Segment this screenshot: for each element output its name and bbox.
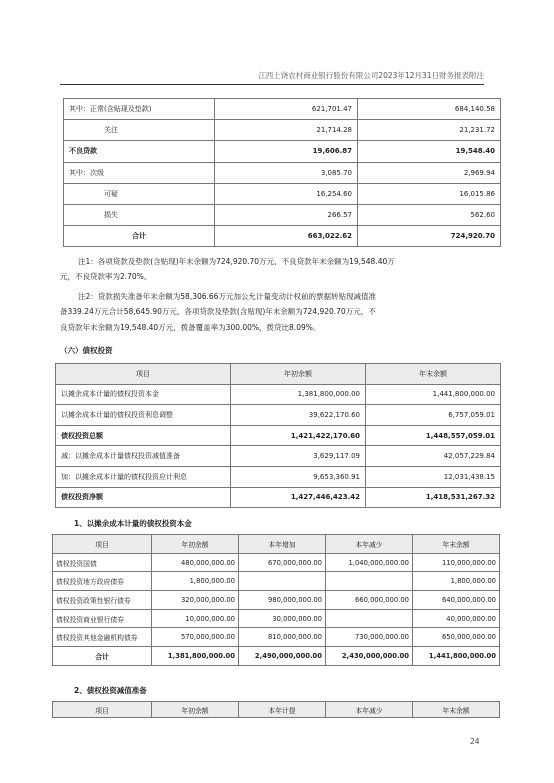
table-header-row [56,364,501,385]
value-end: 562.60 [358,204,501,225]
row-label: 其中：正常(含贴现及垫款) [64,99,215,120]
value-increase [239,572,326,591]
section-title-impairment: 2、债权投资减值准备 [74,686,147,695]
column-header: 本年减少 [326,535,413,554]
column-header: 年末余额 [413,702,500,718]
row-label: 合计 [53,647,152,666]
table-row [53,628,500,647]
loan-classification-table [63,98,501,247]
principal-table [52,534,500,666]
column-header: 年末余额 [366,364,501,385]
table-row [56,446,501,467]
value-decrease: 660,000,000.00 [326,591,413,610]
note-2-line-1: 注2：贷款损失准备年末余额为58,306.66万元加公允计量变动计权前的票据转贴现减值准 [78,292,376,301]
table-row [53,609,500,628]
value-increase: 670,000,000.00 [239,553,326,572]
value-end: 1,441,800,000.00 [366,384,501,405]
value-decrease: 1,040,000,000.00 [326,553,413,572]
value-decrease: 730,000,000.00 [326,628,413,647]
value-increase: 30,000,000.00 [239,609,326,628]
row-label: 债权投资国债 [53,553,152,572]
value-decrease [326,572,413,591]
row-label: 加：以摊余成本计量的债权投资应计利息 [56,466,231,487]
table-row [53,591,500,610]
row-label: 损失 [64,204,215,225]
table-row [64,183,501,204]
value-end: 110,000,000.00 [413,553,500,572]
row-label: 可疑 [64,183,215,204]
value-end: 42,057,229.84 [366,446,501,467]
value-end: 640,000,000.00 [413,591,500,610]
value-begin: 9,653,360.91 [231,466,366,487]
row-label: 债权投资政策性银行债券 [53,591,152,610]
value-decrease: 2,430,000,000.00 [326,647,413,666]
page-header: 江西上饶农村商业银行股份有限公司2023年12月31日财务报表附注 [258,71,484,80]
row-label: 减：以摊余成本计量债权投资减值准备 [56,446,231,467]
column-header: 年初余额 [152,535,239,554]
value-increase: 810,000,000.00 [239,628,326,647]
table-row [53,553,500,572]
value-end: 16,015.86 [358,183,501,204]
value-begin: 19,606.87 [215,141,358,162]
value-begin: 320,000,000.00 [152,591,239,610]
header-rule [60,84,484,85]
value-end: 12,031,438.15 [366,466,501,487]
value-begin: 3,085.70 [215,162,358,183]
value-increase: 2,490,000,000.00 [239,647,326,666]
column-header: 项目 [53,535,152,554]
column-header: 本年增加 [239,535,326,554]
value-end: 1,418,531,267.32 [366,487,501,508]
value-begin: 266.57 [215,204,358,225]
value-begin: 1,421,422,170.60 [231,425,366,446]
value-end: 684,140.58 [358,99,501,120]
table-row [64,99,501,120]
value-end: 40,000,000.00 [413,609,500,628]
page-number: 24 [470,737,480,746]
table-row [56,466,501,487]
row-label: 以摊余成本计量的债权投资本金 [56,384,231,405]
row-label: 债权投资净额 [56,487,231,508]
value-begin: 1,381,800,000.00 [231,384,366,405]
value-end: 1,441,800,000.00 [413,647,500,666]
value-begin: 480,000,000.00 [152,553,239,572]
table-row [56,405,501,426]
value-end: 1,448,557,059.01 [366,425,501,446]
row-label: 债权投资总额 [56,425,231,446]
value-end: 724,920.70 [358,226,501,247]
value-begin: 1,381,800,000.00 [152,647,239,666]
table-total-row [64,226,501,247]
value-begin: 3,629,117.09 [231,446,366,467]
table-header-row [53,702,500,718]
value-begin: 621,701.47 [215,99,358,120]
value-end: 650,000,000.00 [413,628,500,647]
row-label: 关注 [64,120,215,141]
table-row [56,425,501,446]
table-total-row [56,487,501,508]
note-1-line-2: 元，不良贷款率为2.70%。 [60,272,152,281]
column-header: 年末余额 [413,535,500,554]
value-begin: 1,800,000.00 [152,572,239,591]
value-begin: 1,427,446,423.42 [231,487,366,508]
column-header: 本年计提 [239,702,326,718]
column-header: 年初余额 [152,702,239,718]
section-title-principal: 1、以摊余成本计量的债权投资本金 [74,519,192,528]
row-label: 以摊余成本计量的债权投资利息调整 [56,405,231,426]
column-header: 年初余额 [231,364,366,385]
value-end: 6,757,059.01 [366,405,501,426]
table-row [64,204,501,225]
value-begin: 39,622,170.60 [231,405,366,426]
table-row [56,384,501,405]
table-row [64,120,501,141]
value-begin: 663,022.62 [215,226,358,247]
table-header-row [53,535,500,554]
row-label: 合计 [64,226,215,247]
note-2-line-2: 备339.24万元合计58,645.90万元，各项贷款及垫款(含贴现)年末余额为724,920.70万元，不 [60,307,376,316]
row-label: 债权投资商业银行债券 [53,609,152,628]
table-row [53,572,500,591]
value-begin: 16,254.60 [215,183,358,204]
value-end: 19,548.40 [358,141,501,162]
value-end: 2,969.94 [358,162,501,183]
table-row [64,162,501,183]
value-increase: 980,000,000.00 [239,591,326,610]
value-begin: 10,000,000.00 [152,609,239,628]
row-label: 债权投资地方政府债券 [53,572,152,591]
row-label: 其中：次级 [64,162,215,183]
value-end: 21,231.72 [358,120,501,141]
column-header: 项目 [56,364,231,385]
column-header: 本年减少 [326,702,413,718]
section-title-debt-investment: （六）债权投资 [60,346,113,355]
row-label: 不良贷款 [64,141,215,162]
value-begin: 21,714.28 [215,120,358,141]
column-header: 项目 [53,702,152,718]
table-row [64,141,501,162]
note-2-line-3: 良贷款年末余额为19,548.40万元，拨备覆盖率为300.00%，拨贷比8.09%。 [60,323,321,332]
value-end: 1,800,000.00 [413,572,500,591]
table-total-row [53,647,500,666]
debt-investment-table [55,363,501,508]
impairment-table [52,701,500,718]
value-begin: 570,000,000.00 [152,628,239,647]
note-1-line-1: 注1：各项贷款及垫款(含贴现)年末余额为724,920.70万元，不良贷款年末余额为19,548.40万 [78,257,395,266]
row-label: 债权投资其他金融机构债券 [53,628,152,647]
value-decrease [326,609,413,628]
